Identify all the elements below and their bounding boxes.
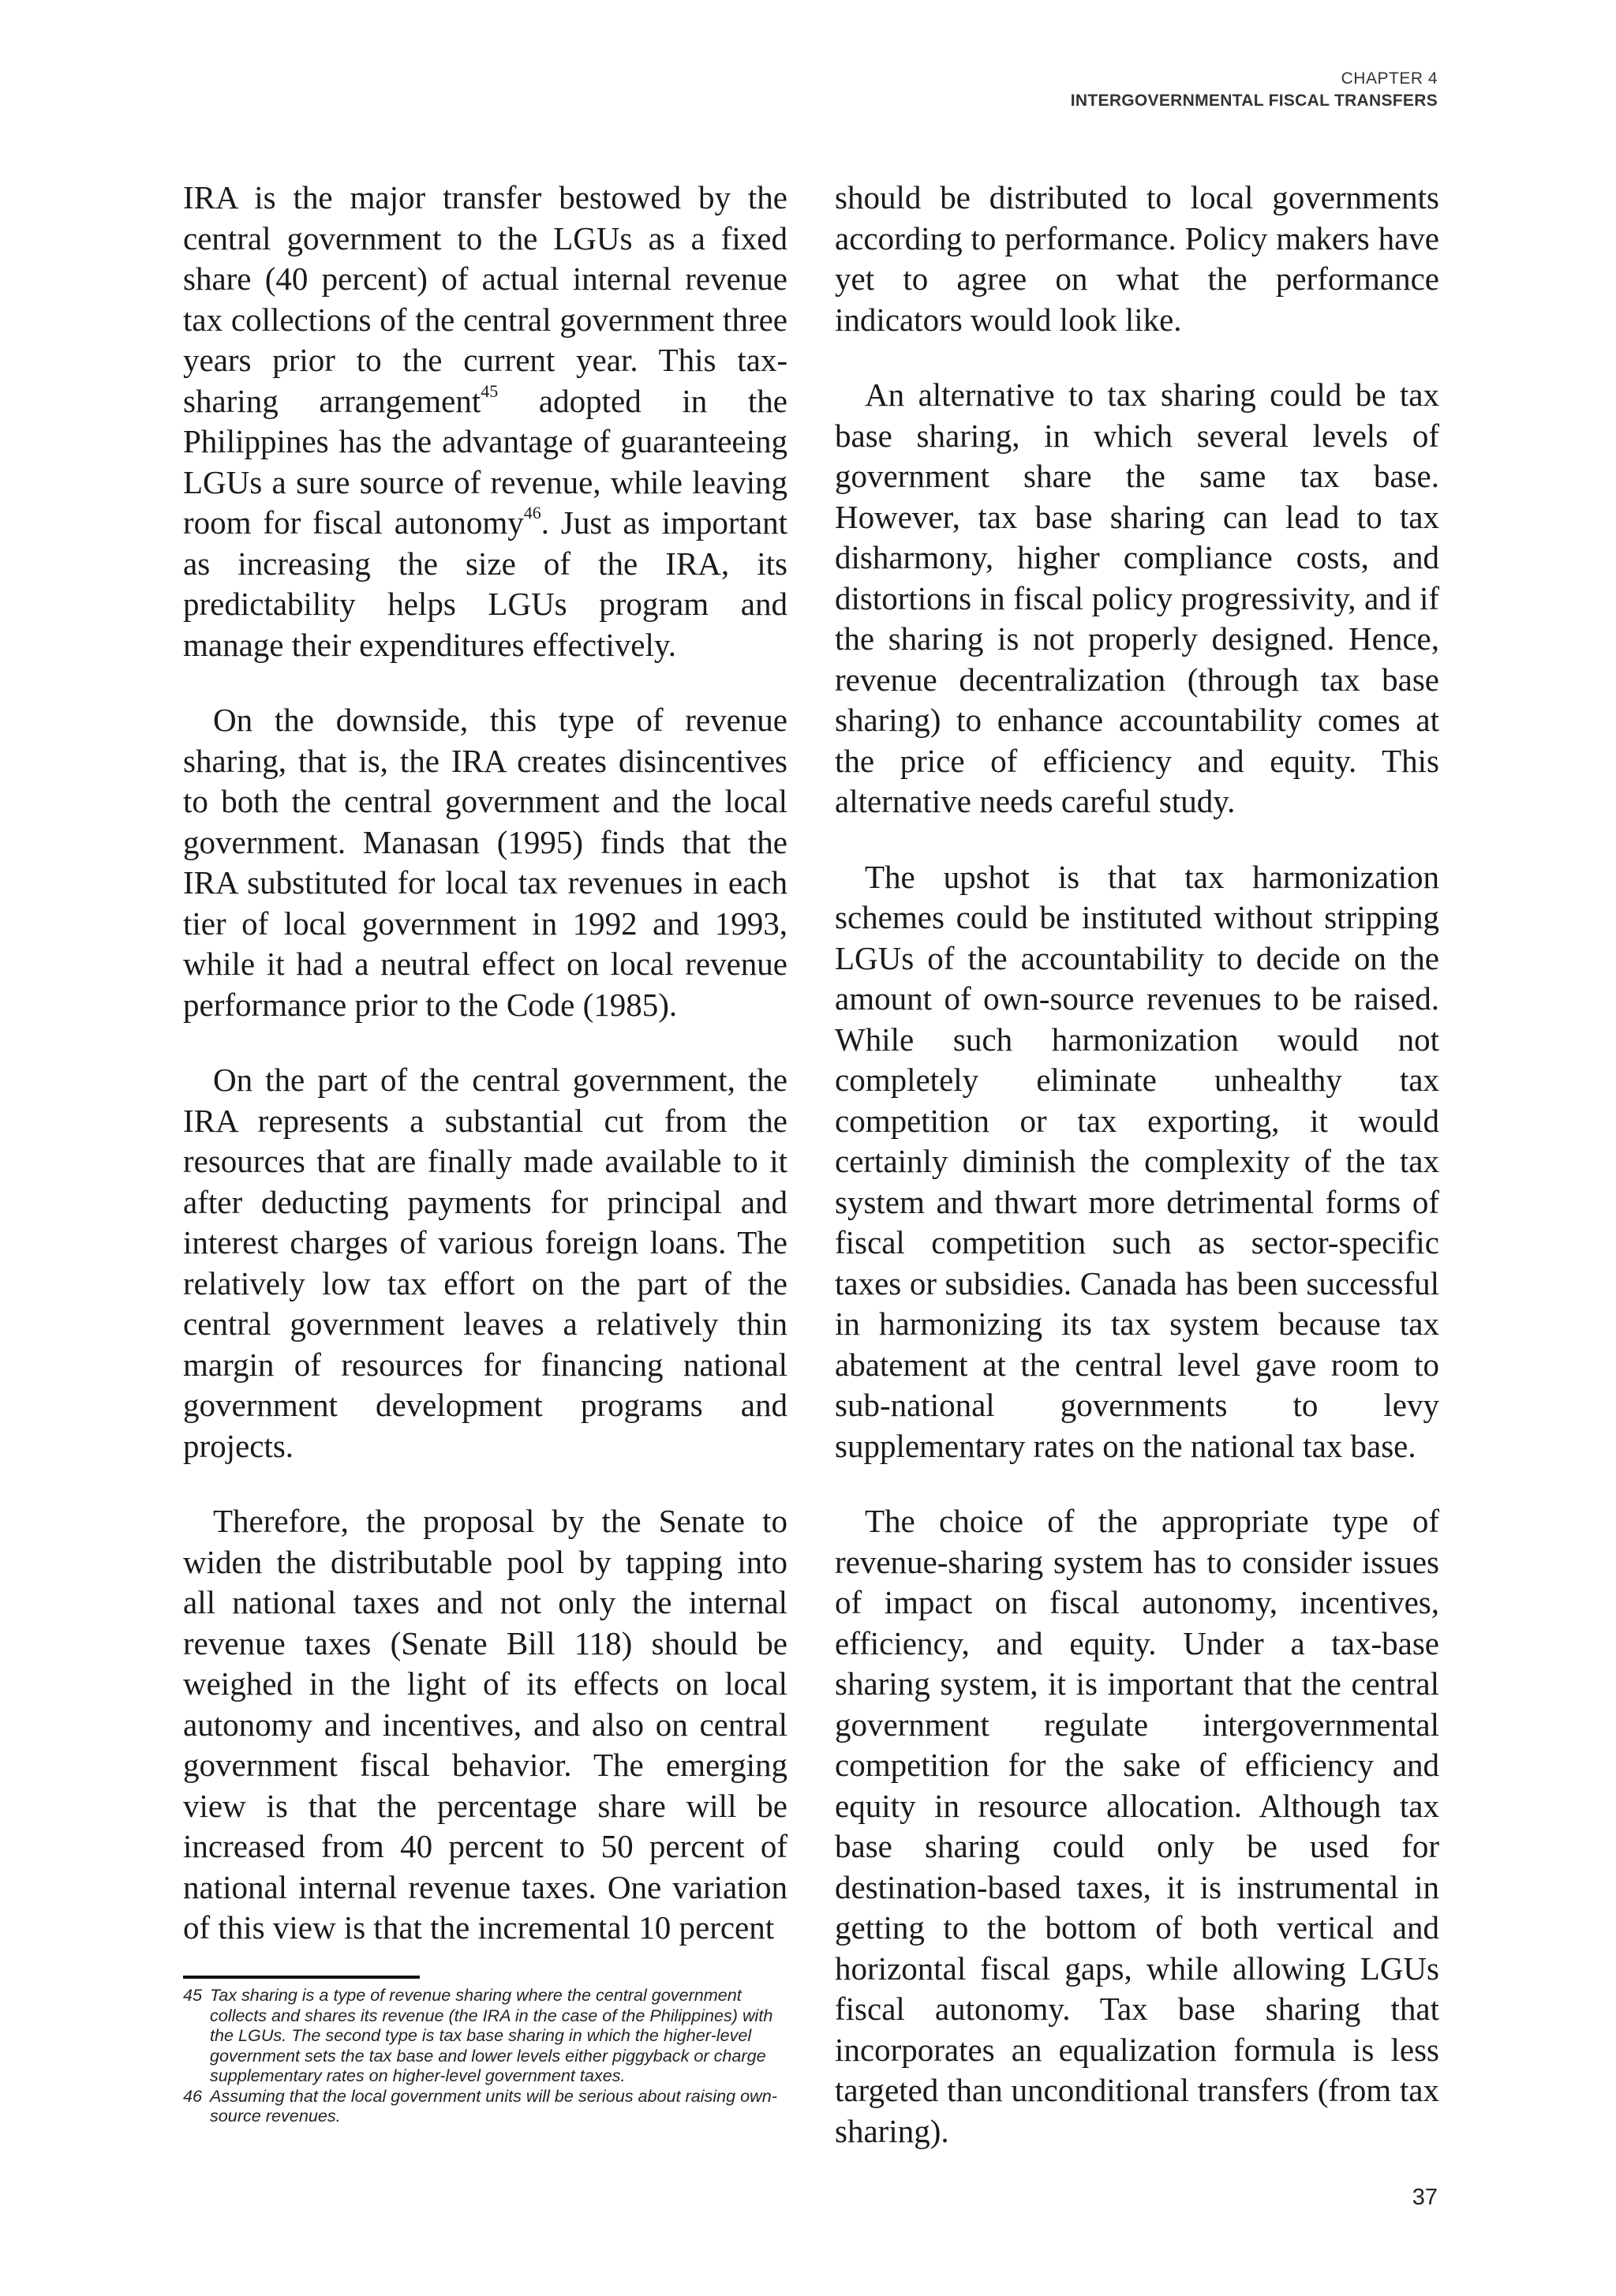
paragraph: The upshot is that tax harmonization schemes could be instituted without stripping LGUs of the accountability to decide on the amount of own-source revenues to be raised. While such harmonization would not completely eliminate unhealthy tax competition or tax exporting, it would certainly diminish the complexity of the tax system and thwart more detrimental forms of fiscal competition such as sector-specific taxes or subsidies. Canada has been successful in harmonizing its tax system because tax abatement at the central level gave room to sub-national governments to levy supplementary rates on the national tax base. bbox=[835, 858, 1439, 1464]
paragraph-text: . Just as important as increasing the size of the IRA, its predictability helps LGUs program and manage their expenditures effectively. bbox=[183, 504, 787, 663]
paragraph: An alternative to tax sharing could be tax base sharing, in which several levels of government share the same tax base. However, tax base sharing can lead to tax disharmony, higher compliance costs, and distortions in fiscal policy progressivity, and if the sharing is not properly designed. Hence, revenue decentralization (through tax base sharing) to enhance accountability comes at the price of efficiency and equity. This alternative needs careful study. bbox=[835, 376, 1439, 819]
footnote-45 bbox=[183, 1985, 791, 2086]
chapter-title: INTERGOVERNMENTAL FISCAL TRANSFERS bbox=[1070, 92, 1438, 110]
footnote-46 bbox=[183, 2086, 791, 2126]
footnotes bbox=[183, 1976, 791, 2126]
paragraph: The choice of the appropriate type of revenue-sharing system has to consider issues of impact on fiscal autonomy, incentives, efficiency, and equity. Under a tax-base sharing system, it is important that the central government regulate intergovernmental competition for the sake of efficiency and equity in resource allocation. Although tax base sharing could only be used for destination-based taxes, it is instrumental in getting to the bottom of both vertical and horizontal fiscal gaps, while allowing LGUs fiscal autonomy. Tax base sharing that incorporates an equalization formula is less targeted than unconditional transfers (from tax sharing). bbox=[835, 1503, 1439, 2149]
footnote-text: Assuming that the local government units will be serious about raising own-source revenues. bbox=[210, 2085, 777, 2126]
paragraph-text: IRA is the major transfer bestowed by the central government to the LGUs as a fixed share (40 percent) of actual internal revenue tax collections of the central government three years prior to the current year. This tax-sharing arrangement bbox=[183, 179, 787, 419]
footnote-divider bbox=[183, 1976, 420, 1979]
footnote-number: 45 bbox=[183, 1985, 203, 2005]
paragraph bbox=[183, 178, 787, 665]
paragraph-text: adopted in the Philippines has the advantage of guaranteeing LGUs a sure source of revenue, while leaving room for fiscal autonomy bbox=[183, 382, 787, 541]
paragraph: should be distributed to local governments according to performance. Policy makers have yet to agree on what the performance indicators would look like. bbox=[835, 179, 1439, 338]
footnote-ref-45[interactable]: 45 bbox=[481, 380, 499, 401]
left-column bbox=[183, 178, 787, 1983]
chapter-label: CHAPTER 4 bbox=[1341, 69, 1438, 88]
right-column bbox=[835, 178, 1439, 2186]
paragraph: Therefore, the proposal by the Senate to widen the distributable pool by tapping into all national taxes and not only the internal revenue taxes (Senate Bill 118) should be weighed in the light of its effects on local autonomy and incentives, and also on central government fiscal behavior. The emerging view is that the percentage share will be increased from 40 percent to 50 percent of national internal revenue taxes. One variation of this view is that the incremental 10 percent bbox=[183, 1503, 787, 1946]
footnote-text: Tax sharing is a type of revenue sharing where the central government collects and shares its revenue (the IRA in the case of the Philippines) with the LGUs. The second type is tax base sharing in which the higher-level government sets the tax base and lower levels either piggyback or charge supplementary rates on higher-level government taxes. bbox=[210, 1985, 773, 2085]
footnote-ref-46[interactable]: 46 bbox=[523, 503, 541, 523]
paragraph: On the part of the central government, the IRA represents a substantial cut from the resources that are finally made available to it after deducting payments for principal and interest charges of various foreign loans. The relatively low tax effort on the part of the central government leaves a relatively thin margin of resources for financing national government development programs and projects. bbox=[183, 1062, 787, 1464]
footnote-number: 46 bbox=[183, 2085, 203, 2106]
paragraph: On the downside, this type of revenue sharing, that is, the IRA creates disincentives to both the central government and the local government. Manasan (1995) finds that the IRA substituted for local tax revenues in each tier of local government in 1992 and 1993, while it had a neutral effect on local revenue performance prior to the Code (1985). bbox=[183, 702, 787, 1023]
running-header bbox=[1071, 68, 1438, 113]
page-number: 37 bbox=[1412, 2185, 1438, 2210]
